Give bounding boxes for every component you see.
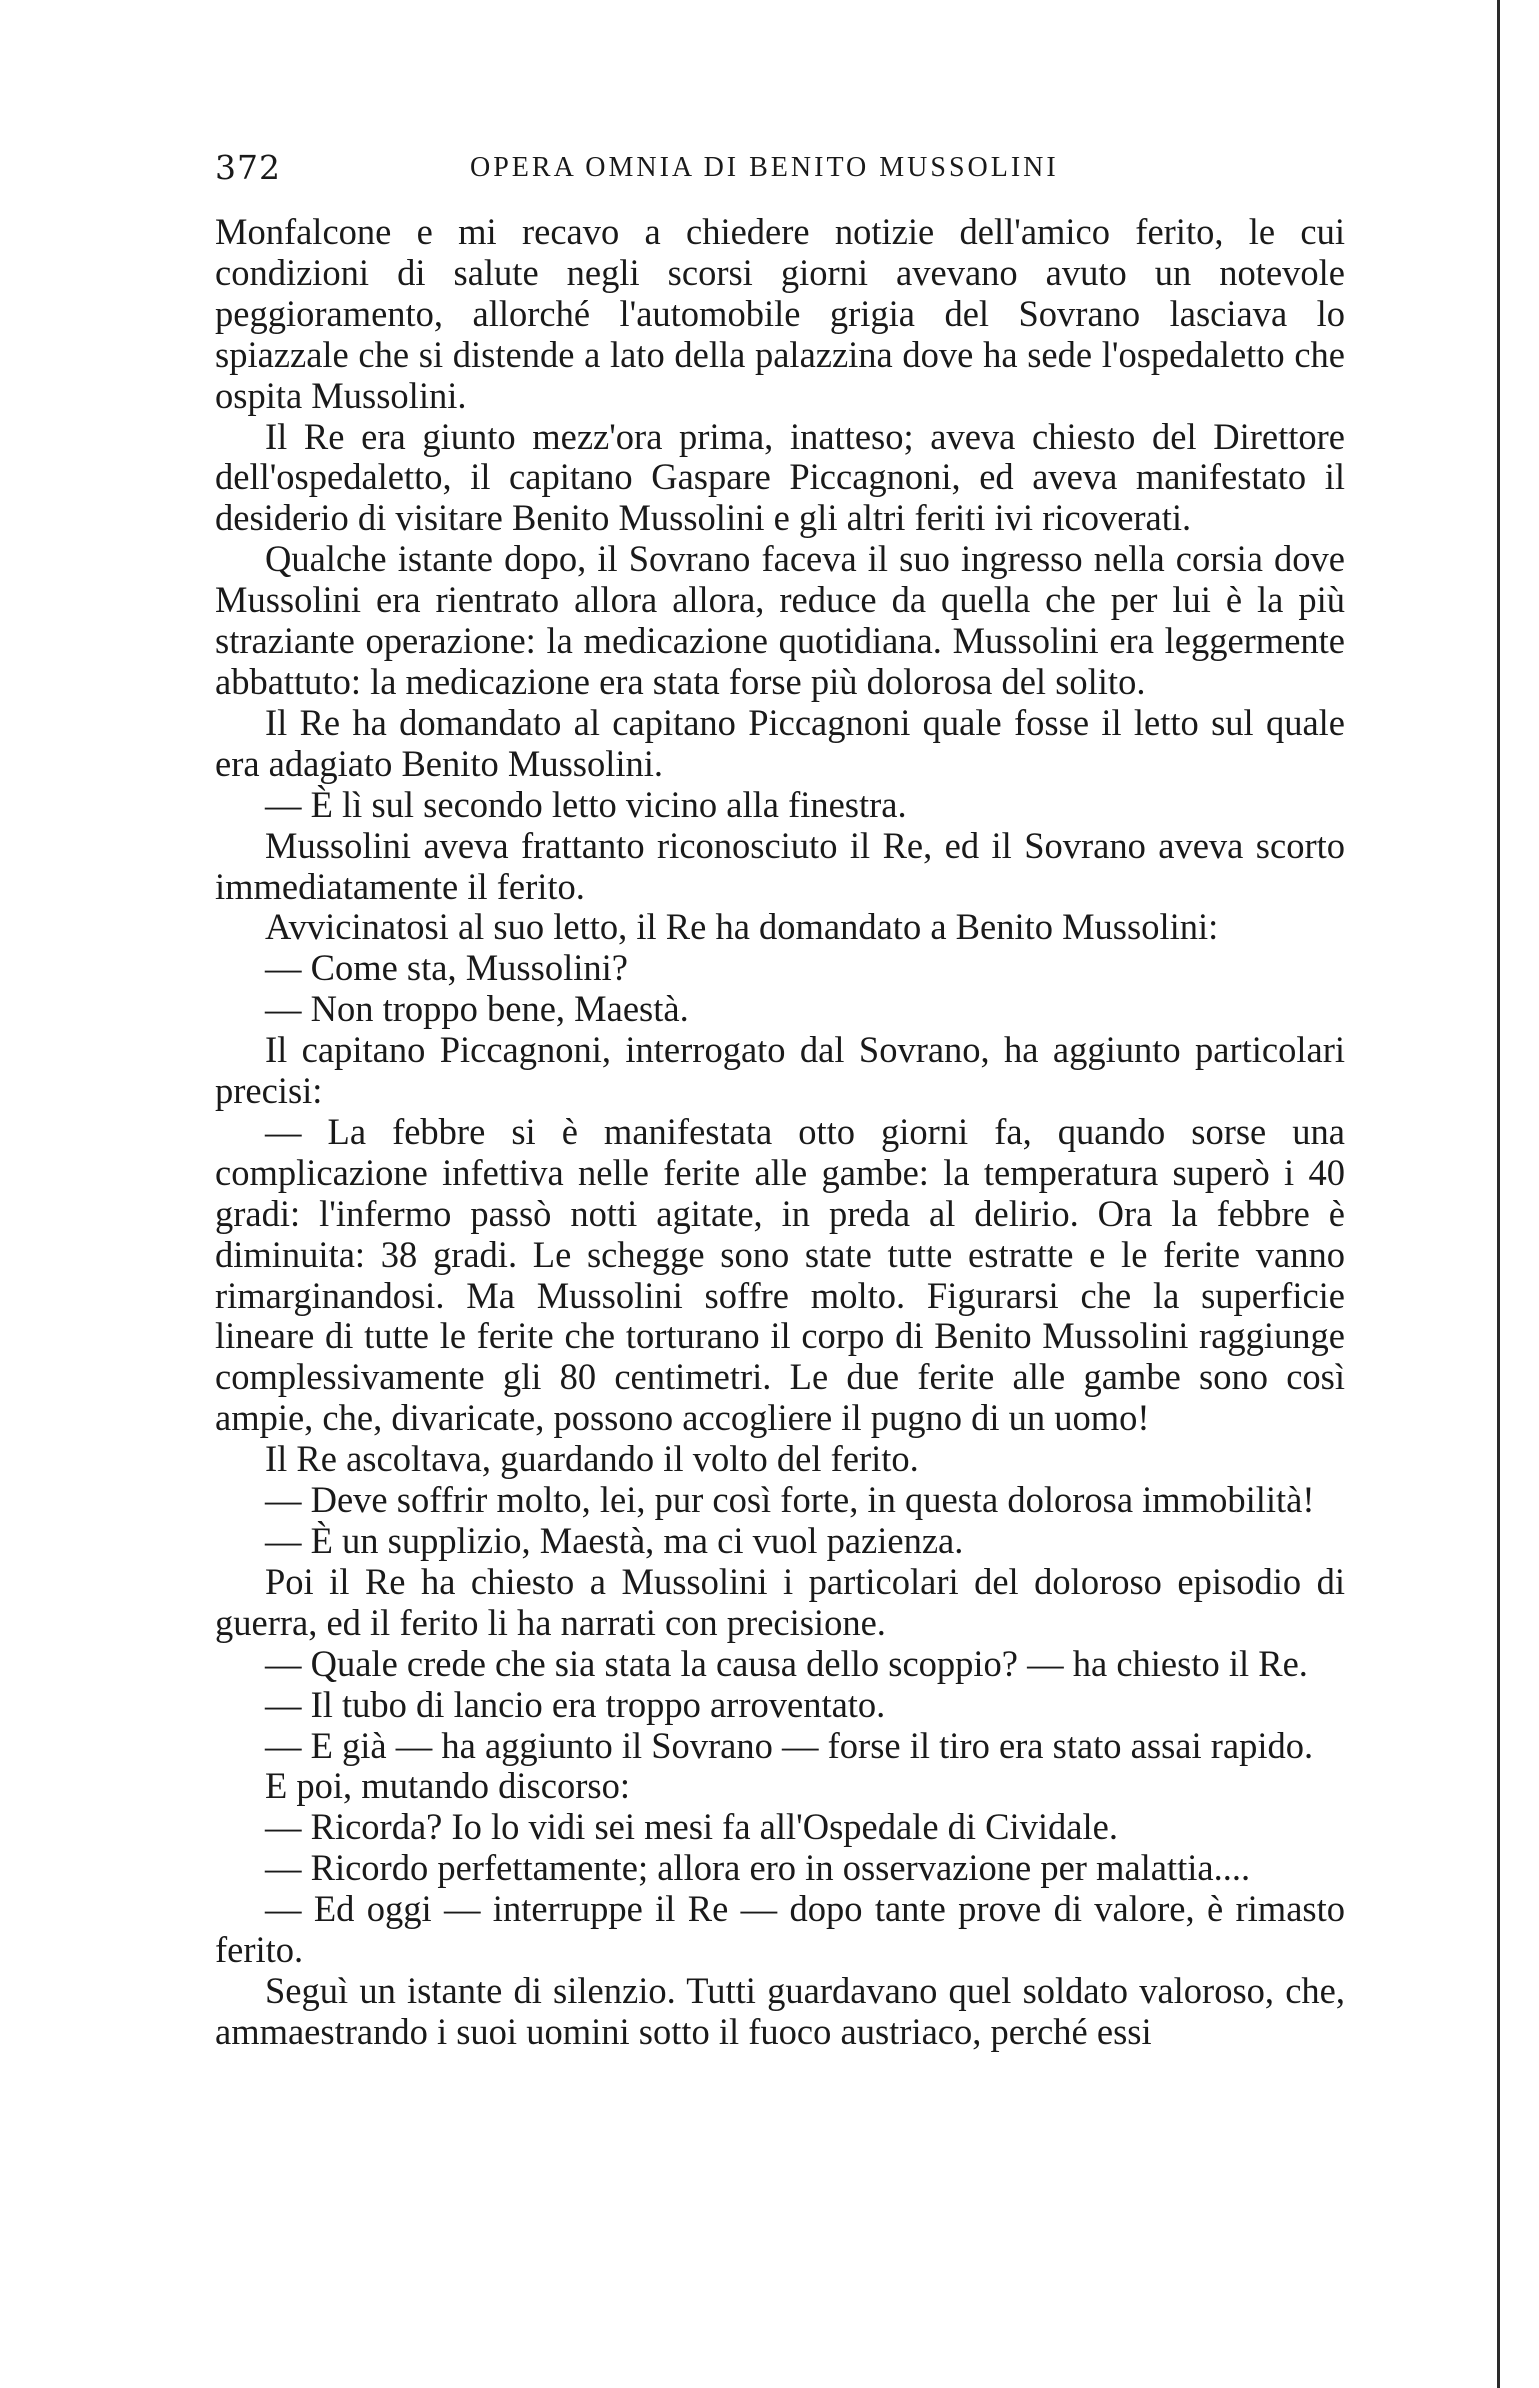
dialogue-line: — Ricordo perfettamente; allora ero in osservazione per malattia.... [265,1847,1251,1889]
dialogue-line: — Ed oggi — interruppe il Re — dopo tante prove di valore, è rimasto ferito. [215,1888,1345,1971]
body-text [215,212,1345,2053]
paragraph: Qualche istante dopo, il Sovrano faceva il suo ingresso nella corsia dove Mussolini era rientrato allora allora, reduce da quella che per lui è la più straziante operazione: la medicazione quotidiana. Mussolini era leggermente abbattuto: la medicazione era stata forse più dolorosa del solito. [215,538,1345,702]
dialogue-line: — È un supplizio, Maestà, ma ci vuol pazienza. [265,1520,964,1561]
page-number: 372 [215,148,281,187]
dialogue-line: — Quale crede che sia stata la causa dello scoppio? — ha chiesto il Re. [265,1642,1308,1684]
dialogue-line: — La febbre si è manifestata otto giorni fa, quando sorse una complicazione infettiva nelle ferite alle gambe: la temperatura superò i 40 gradi: l'infermo passò notti agitate, in preda al delirio. Ora la febbre è diminuita: 38 gradi. Le schegge sono state tutte estratte e le ferite vanno rimarginandosi. Ma Mussolini soffre molto. Figurarsi che la superficie lineare di tutte le ferite che torturano il corpo di Benito Mussolini raggiunge complessivamente gli 80 centimetri. Le due ferite alle gambe sono così ampie, che, divaricate, possono accogliere il pugno di un uomo! [215,1110,1345,1439]
dialogue-line: — È lì sul secondo letto vicino alla finestra. [265,783,907,825]
paragraph: Seguì un istante di silenzio. Tutti guardavano quel soldato valoroso, che, ammaestrando i suoi uomini sotto il fuoco austriaco, perché essi [215,1969,1345,2052]
running-title: OPERA OMNIA DI BENITO MUSSOLINI [470,152,1059,183]
dialogue-line: — Come sta, Mussolini? [265,947,628,989]
dialogue-line: — E già — ha aggiunto il Sovrano — forse il tiro era stato assai rapido. [265,1724,1314,1766]
dialogue-line: — Deve soffrir molto, lei, pur così forte, in questa dolorosa immobilità! [265,1479,1315,1521]
paragraph: E poi, mutando discorso: [265,1765,630,1807]
paragraph: Mussolini aveva frattanto riconosciuto il Re, ed il Sovrano aveva scorto immediatamente il ferito. [215,824,1345,907]
paragraph: Monfalcone e mi recavo a chiedere notizie dell'amico ferito, le cui condizioni di salute negli scorsi giorni avevano avuto un notevole peggioramento, allorché l'automobile grigia del Sovrano lasciava lo spiazzale che si distende a lato della palazzina dove ha sede l'ospedaletto che ospita Mussolini. [215,211,1345,416]
dialogue-line: — Non troppo bene, Maestà. [265,988,689,1030]
page-edge-line [1497,0,1500,2388]
paragraph: Il Re ascoltava, guardando il volto del ferito. [265,1438,919,1480]
paragraph: Il capitano Piccagnoni, interrogato dal Sovrano, ha aggiunto particolari precisi: [215,1029,1345,1112]
paragraph: Il Re ha domandato al capitano Piccagnoni quale fosse il letto sul quale era adagiato Benito Mussolini. [215,701,1345,784]
dialogue-line: — Ricorda? Io lo vidi sei mesi fa all'Ospedale di Cividale. [265,1806,1118,1848]
running-head [215,148,1345,198]
paragraph: Il Re era giunto mezz'ora prima, inatteso; aveva chiesto del Direttore dell'ospedaletto, il capitano Gaspare Piccagnoni, ed aveva manifestato il desiderio di visitare Benito Mussolini e gli altri feriti ivi ricoverati. [215,415,1345,539]
dialogue-line: — Il tubo di lancio era troppo arroventato. [265,1683,886,1725]
paragraph: Avvicinatosi al suo letto, il Re ha domandato a Benito Mussolini: [265,906,1219,948]
paragraph: Poi il Re ha chiesto a Mussolini i particolari del doloroso episodio di guerra, ed il ferito li ha narrati con precisione. [215,1560,1345,1643]
